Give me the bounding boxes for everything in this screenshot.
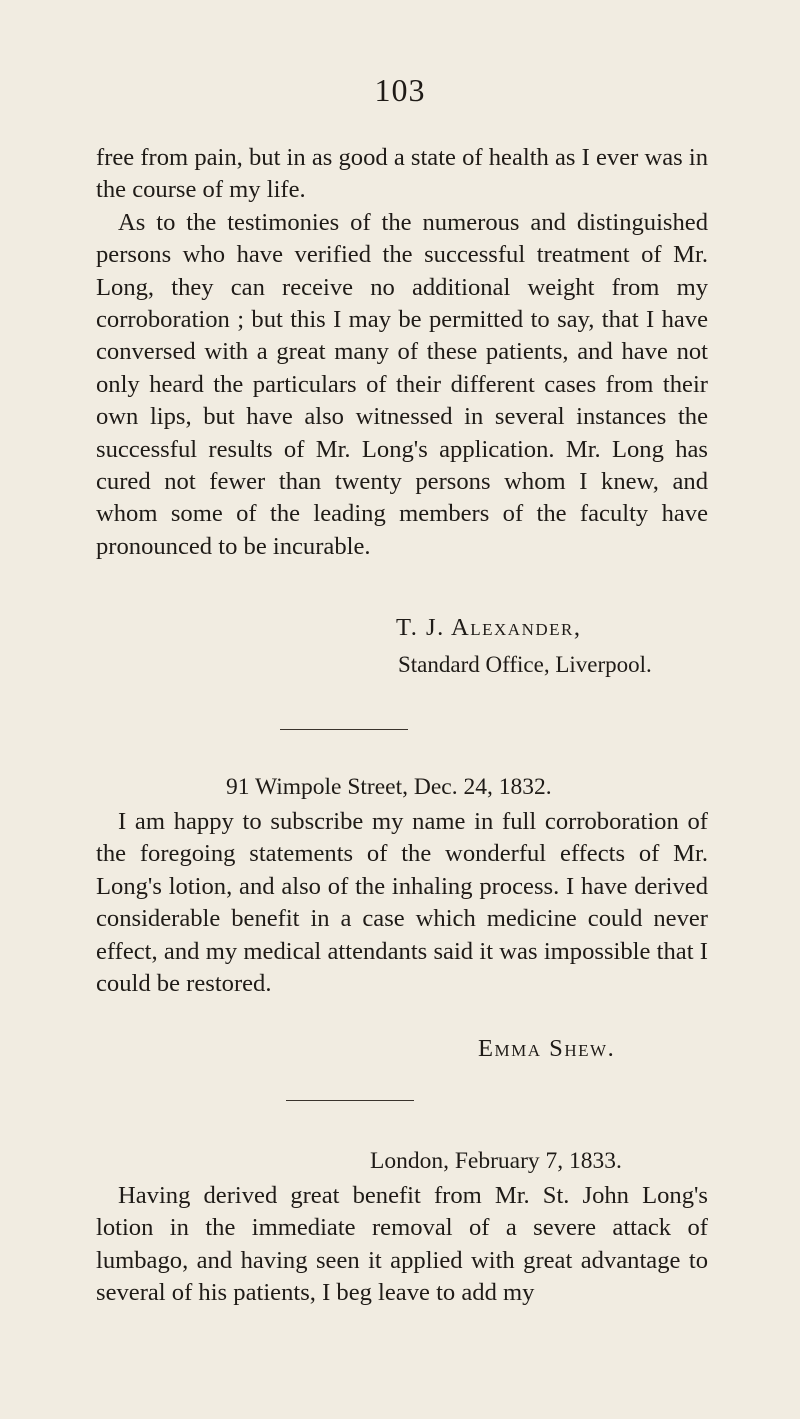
dateline-london: London, February 7, 1833.: [370, 1148, 622, 1174]
section-divider-2: [286, 1100, 414, 1101]
dateline-wimpole-street: 91 Wimpole Street, Dec. 24, 1832.: [226, 774, 552, 800]
testimonial-alexander-body: [96, 142, 708, 563]
paragraph-lumbago: Having derived great benefit from Mr. St. John Long's lotion in the immediate removal of a severe attack of lumbago, and having seen it applied with great advantage to several of his patients, I beg leave to add my: [96, 1182, 708, 1307]
page-number: 103: [374, 72, 426, 108]
signature-place-alexander: Standard Office, Liverpool.: [398, 652, 652, 677]
testimonial-lumbago-body: [96, 1180, 708, 1310]
signature-alexander: T. J. Alexander,: [396, 614, 582, 641]
signature-shew: Emma Shew.: [478, 1035, 616, 1062]
paragraph-continuation: free from pain, but in as good a state of health as I ever was in the course of my life.: [96, 144, 708, 204]
paragraph-testimonies: As to the testimonies of the numerous and distinguished persons who have verified the successful treatment of Mr. Long, they can receive no additional weight from my corroboration ; but this I may be permitted to say, that I have conversed with a great many of these patients, and have not only heard the particulars of their different cases from their own lips, but have also witnessed in several instances the successful results of Mr. Long's application. Mr. Long has cured not fewer than twenty persons whom I knew, and whom some of the leading members of the faculty have pronounced to be incurable.: [96, 208, 708, 560]
section-divider-1: [280, 729, 408, 730]
paragraph-shew: I am happy to subscribe my name in full corroboration of the foregoing statements of the wonderful effects of Mr. Long's lotion, and also of the inhaling process. I have derived considerable benefit in a case which medicine could never effect, and my medical attendants said it was impossible that I could be restored.: [96, 808, 708, 998]
testimonial-shew-body: [96, 806, 708, 1000]
